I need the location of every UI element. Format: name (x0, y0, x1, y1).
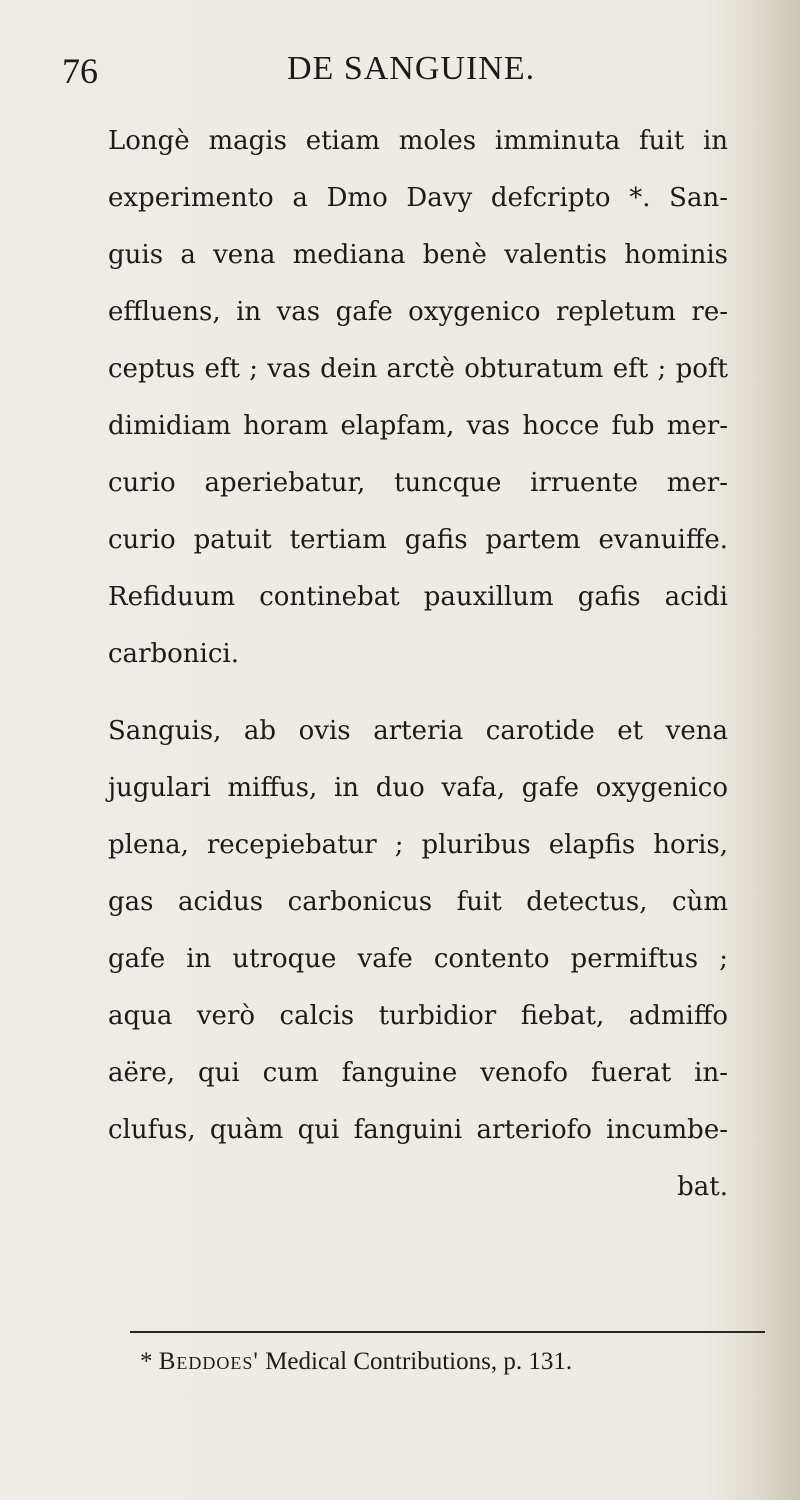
text-line: guis a vena mediana benè valentis hominis (108, 240, 728, 270)
footnote (140, 1348, 572, 1376)
text-line: dimidiam horam elapfam, vas hocce fub mer- (108, 411, 728, 441)
text-line: curio patuit tertiam gafis partem evanuiffe. (108, 525, 728, 555)
text-line: curio aperiebatur, tuncque irruente mer- (108, 468, 728, 498)
text-line: gafe in utroque vafe contento permiftus ; (108, 944, 728, 974)
text-line: ceptus eft ; vas dein arctè obturatum eft ; poft (108, 354, 728, 384)
footnote-author: Beddoes' (158, 1348, 259, 1375)
text-line: bat. (677, 1172, 728, 1202)
page-number: 76 (62, 51, 98, 91)
paragraph-2 (108, 703, 728, 1216)
footnote-rule (130, 1331, 765, 1333)
footnote-marker: * (140, 1348, 153, 1375)
text-line: experimento a Dmo Davy defcripto *. San- (108, 183, 728, 213)
running-head: DE SANGUINE. (287, 50, 536, 87)
text-line: carbonici. (108, 639, 239, 669)
text-line: Longè magis etiam moles imminuta fuit in (108, 126, 728, 156)
text-line: plena, recepiebatur ; pluribus elapfis horis, (108, 830, 728, 860)
text-line: jugulari miffus, in duo vafa, gafe oxygenico (108, 773, 728, 803)
paragraph-1 (108, 113, 728, 683)
text-line: effluens, in vas gafe oxygenico repletum re- (108, 297, 728, 327)
footnote-text: Medical Contributions, p. 131. (265, 1348, 573, 1375)
text-line: clufus, quàm qui fanguini arteriofo incumbe- (108, 1115, 728, 1145)
text-line: aqua verò calcis turbidior fiebat, admiffo (108, 1001, 728, 1031)
text-line: aëre, qui cum fanguine venofo fuerat in- (108, 1058, 728, 1088)
page-edge-shadow (752, 0, 800, 1500)
text-line: Sanguis, ab ovis arteria carotide et vena (108, 716, 728, 746)
text-line: gas acidus carbonicus fuit detectus, cùm (108, 887, 728, 917)
page-header (0, 50, 800, 100)
text-line: Refiduum continebat pauxillum gafis acidi (108, 582, 728, 612)
